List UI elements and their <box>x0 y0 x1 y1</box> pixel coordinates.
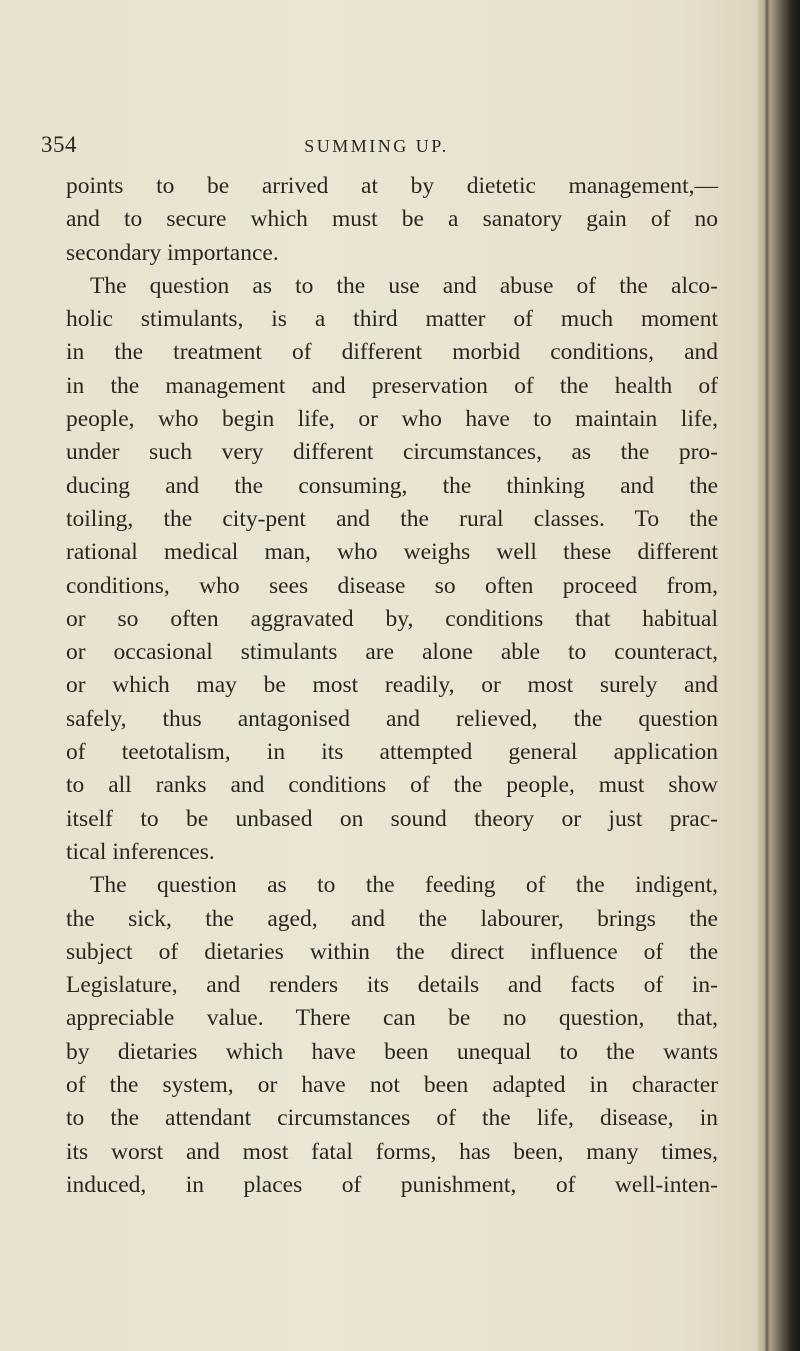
text-line: in the treatment of different morbid conditions, and <box>66 339 718 366</box>
text-line: or which may be most readily, or most surely and <box>66 672 718 699</box>
text-line: toiling, the city-pent and the rural classes. To the <box>66 505 718 532</box>
text-line: points to be arrived at by dietetic management,— <box>66 173 718 199</box>
text-line: tical inferences. <box>66 838 215 865</box>
text-line: to all ranks and conditions of the people, must show <box>66 772 718 799</box>
binding-shadow <box>764 0 770 1351</box>
text-line: under such very different circumstances, as the pro- <box>66 439 718 466</box>
text-line: or occasional stimulants are alone able to counteract, <box>66 639 718 666</box>
text-line: conditions, who sees disease so often proceed from, <box>66 572 718 599</box>
text-line: rational medical man, who weighs well these different <box>66 539 718 566</box>
text-line: ducing and the consuming, the thinking and the <box>66 472 718 499</box>
text-line: of teetotalism, in its attempted general application <box>66 739 718 766</box>
page-number: 354 <box>41 132 77 157</box>
text-line: the sick, the aged, and the labourer, brings the <box>66 905 718 932</box>
text-line: its worst and most fatal forms, has been, many times, <box>66 1138 718 1165</box>
body-text <box>66 170 718 1202</box>
text-line: to the attendant circumstances of the life, disease, in <box>66 1105 718 1132</box>
text-line: in the management and preservation of the health of <box>66 372 718 399</box>
text-line: secondary importance. <box>66 239 279 266</box>
text-line: or so often aggravated by, conditions that habitual <box>66 605 718 632</box>
text-line: people, who begin life, or who have to maintain life, <box>66 406 718 433</box>
text-line: itself to be unbased on sound theory or just prac- <box>66 805 718 832</box>
paragraph-start-line: The question as to the use and abuse of the alco- <box>90 272 718 299</box>
running-head <box>40 132 760 162</box>
text-line: safely, thus antagonised and relieved, the question <box>66 705 718 732</box>
text-line: holic stimulants, is a third matter of much moment <box>66 306 718 333</box>
text-line: of the system, or have not been adapted in character <box>66 1072 718 1099</box>
text-line: induced, in places of punishment, of well-inten- <box>66 1171 718 1198</box>
text-line: and to secure which must be a sanatory gain of no <box>66 206 718 233</box>
text-line: by dietaries which have been unequal to the wants <box>66 1038 718 1065</box>
paragraph-start-line: The question as to the feeding of the indigent, <box>90 872 718 899</box>
text-line: subject of dietaries within the direct influence of the <box>66 938 718 965</box>
running-title: SUMMING UP. <box>304 136 449 156</box>
text-line: appreciable value. There can be no question, that, <box>66 1005 718 1032</box>
text-line: Legislature, and renders its details and facts of in- <box>66 972 718 999</box>
